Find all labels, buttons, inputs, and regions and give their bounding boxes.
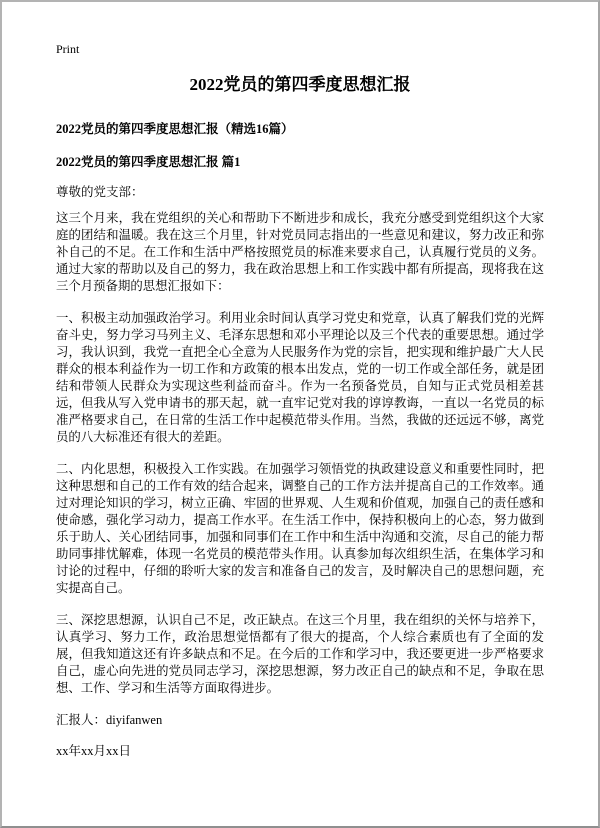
report-date: xx年xx月xx日: [56, 744, 132, 758]
reporter-signature: 汇报人：diyifanwen: [56, 713, 163, 727]
body-paragraph-point3: 三、深挖思想源，认识自己不足，改正缺点。在这三个月里，我在组织的关怀与培养下，认真学习、努力工作，政治思想觉悟都有了很大的提高，个人综合素质也有了全面的发展，但我知道这还有许多缺点和不足。在今后的工作和学习中，我还要更进一步严格要求自己，虚心向先进的党员同志学习，深挖思想源，努力改正自己的缺点和不足，争取在思想、工作、学习和生活等方面取得进步。: [56, 613, 544, 695]
document-subtitle: 2022党员的第四季度思想汇报（精选16篇）: [56, 122, 294, 136]
print-button[interactable]: Print: [56, 42, 80, 56]
salutation-line: 尊敬的党支部：: [56, 185, 144, 199]
body-paragraph-intro: 这三个月来，我在党组织的关心和帮助下不断进步和成长，我充分感受到党组织这个大家庭的团结和温暖。我在这三个月里，针对党员同志指出的一些意见和建议，努力改正和弥补自己的不足。在工作和生活中严格按照党员的标准来要求自己，认真履行党员的义务。通过大家的帮助以及自己的努力，我在政治思想上和工作实践中都有所提高，现将我在这三个月预备期的思想汇报如下：: [56, 211, 544, 293]
section-heading-part1: 2022党员的第四季度思想汇报 篇1: [56, 155, 241, 169]
page-title: 2022党员的第四季度思想汇报: [189, 75, 411, 94]
body-paragraph-point1: 一、积极主动加强政治学习。利用业余时间认真学习党史和党章，认真了解我们党的光辉奋斗史，努力学习马列主义、毛泽东思想和邓小平理论以及三个代表的重要思想。通过学习，我认识到，我党一直把全心全意为人民服务作为党的宗旨，把实现和维护最广大人民群众的根本利益作为一切工作和方政策的根本出发点，党的一切工作或全部任务，就是团结和带领人民群众为实现这些利益而奋斗。作为一名预备党员，自知与正式党员相差甚远，但我从写入党申请书的那天起，就一直牢记党对我的谆谆教诲，一直以一名党员的标准严格要求自己，在日常的生活工作中起模范带头作用。当然，我做的还远远不够，离党员的八大标准还有很大的差距。: [56, 311, 544, 444]
body-paragraph-point2: 二、内化思想，积极投入工作实践。在加强学习领悟党的执政建设意义和重要性同时，把这种思想和自己的工作有效的结合起来，调整自己的工作方法并提高自己的工作效率。通过对理论知识的学习，树立正确、牢固的世界观、人生观和价值观，加强自己的责任感和使命感，强化学习动力，提高工作水平。在生活工作中，保持积极向上的心态，努力做到乐于助人、关心团结同事，加强和同事们在工作中和生活中沟通和交流，尽自己的能力帮助同事排忧解难，体现一名党员的模范带头作用。认真参加每次组织生活，在集体学习和讨论的过程中，仔细的聆听大家的发言和准备自己的发言，及时解决自己的思想问题，充实提高自己。: [56, 462, 544, 595]
